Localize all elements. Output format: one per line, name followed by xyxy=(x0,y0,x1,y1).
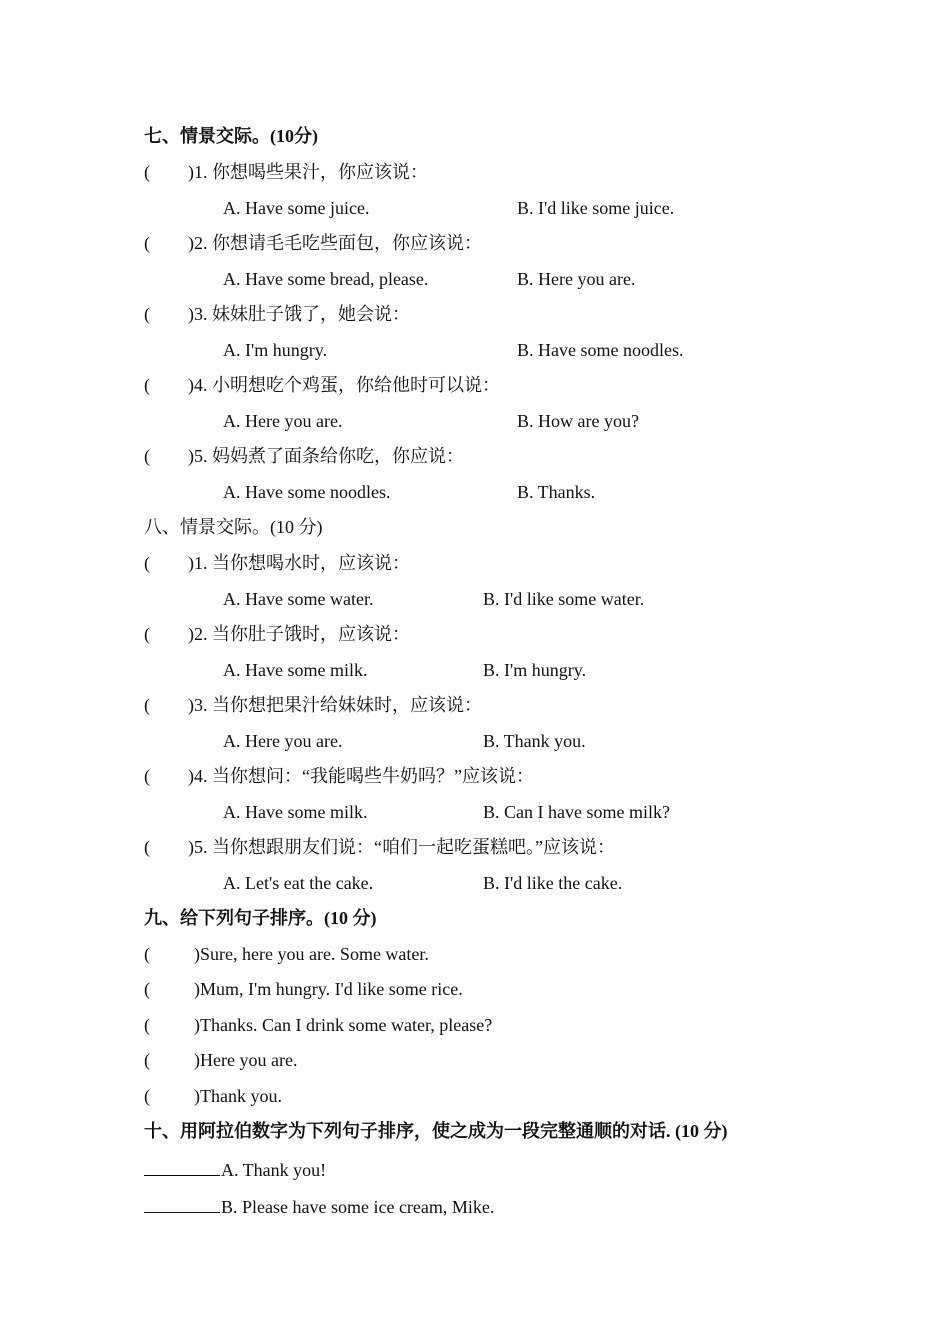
question-text: )5. 妈妈煮了面条给你吃，你应说： xyxy=(188,446,464,466)
section-9-heading: 九、给下列句子排序。(10 分) xyxy=(144,908,377,928)
answer-paren[interactable]: ( xyxy=(144,304,150,324)
s9-sentence-3 xyxy=(144,1013,492,1037)
s9-sentence-4 xyxy=(144,1048,297,1072)
s8-question-1 xyxy=(144,551,410,575)
s8-q3-option-b: B. Thank you. xyxy=(483,731,586,751)
section-8-heading: 八、情景交际。(10 分) xyxy=(144,517,323,537)
s8-q1-option-a: A. Have some water. xyxy=(223,589,374,609)
s7-q3-option-b: B. Have some noodles. xyxy=(517,340,684,360)
s9-sentence-1 xyxy=(144,942,429,966)
s8-q2-option-a: A. Have some milk. xyxy=(223,660,368,680)
question-text: )2. 当你肚子饿时，应该说： xyxy=(188,624,410,644)
answer-paren[interactable]: ( xyxy=(144,1015,150,1035)
s7-question-3 xyxy=(144,302,410,326)
section-10-heading: 十、用阿拉伯数字为下列句子排序，使之成为一段完整通顺的对话. (10 分) xyxy=(144,1121,728,1141)
s7-q3-option-a: A. I'm hungry. xyxy=(223,340,328,360)
s8-question-5 xyxy=(144,835,615,859)
s7-q1-option-b: B. I'd like some juice. xyxy=(517,198,675,218)
s7-q5-option-b: B. Thanks. xyxy=(517,482,596,502)
s8-q4-option-a: A. Have some milk. xyxy=(223,802,368,822)
dialogue-text: B. Please have some ice cream, Mike. xyxy=(221,1197,495,1217)
s8-q3-option-a: A. Here you are. xyxy=(223,731,343,751)
answer-paren[interactable]: ( xyxy=(144,766,150,786)
s10-line-1 xyxy=(144,1157,326,1182)
s7-q4-option-b: B. How are you? xyxy=(517,411,639,431)
sentence-text: )Sure, here you are. Some water. xyxy=(194,944,429,964)
s7-q1-option-a: A. Have some juice. xyxy=(223,198,370,218)
s7-question-5 xyxy=(144,444,464,468)
answer-paren[interactable]: ( xyxy=(144,553,150,573)
s8-q4-option-b: B. Can I have some milk? xyxy=(483,802,670,822)
sentence-text: )Thanks. Can I drink some water, please? xyxy=(194,1015,493,1035)
s8-q5-option-b: B. I'd like the cake. xyxy=(483,873,623,893)
s7-q4-option-a: A. Here you are. xyxy=(223,411,343,431)
s7-q2-option-b: B. Here you are. xyxy=(517,269,636,289)
question-text: )2. 你想请毛毛吃些面包，你应该说： xyxy=(188,233,482,253)
s9-sentence-5 xyxy=(144,1084,282,1108)
s7-question-4 xyxy=(144,373,500,397)
question-text: )3. 妹妹肚子饿了，她会说： xyxy=(188,304,410,324)
answer-paren[interactable]: ( xyxy=(144,695,150,715)
question-text: )4. 小明想吃个鸡蛋，你给他时可以说： xyxy=(188,375,500,395)
s8-q1-option-b: B. I'd like some water. xyxy=(483,589,645,609)
question-text: )4. 当你想问：“我能喝些牛奶吗？”应该说： xyxy=(188,766,534,786)
answer-paren[interactable]: ( xyxy=(144,979,150,999)
s8-question-3 xyxy=(144,693,482,717)
answer-paren[interactable]: ( xyxy=(144,375,150,395)
s8-question-4 xyxy=(144,764,534,788)
answer-paren[interactable]: ( xyxy=(144,837,150,857)
question-text: )5. 当你想跟朋友们说：“咱们一起吃蛋糕吧。”应该说： xyxy=(188,837,615,857)
sentence-text: )Here you are. xyxy=(194,1050,298,1070)
s10-line-2 xyxy=(144,1194,494,1219)
answer-paren[interactable]: ( xyxy=(144,446,150,466)
answer-paren[interactable]: ( xyxy=(144,1086,150,1106)
answer-blank[interactable] xyxy=(144,1157,220,1176)
s7-question-2 xyxy=(144,231,482,255)
answer-paren[interactable]: ( xyxy=(144,233,150,253)
s7-question-1 xyxy=(144,160,428,184)
s7-q5-option-a: A. Have some noodles. xyxy=(223,482,391,502)
s8-q2-option-b: B. I'm hungry. xyxy=(483,660,587,680)
question-text: )1. 你想喝些果汁，你应该说： xyxy=(188,162,428,182)
s8-q5-option-a: A. Let's eat the cake. xyxy=(223,873,374,893)
question-text: )1. 当你想喝水时，应该说： xyxy=(188,553,410,573)
s9-sentence-2 xyxy=(144,977,463,1001)
answer-paren[interactable]: ( xyxy=(144,944,150,964)
answer-paren[interactable]: ( xyxy=(144,624,150,644)
s8-question-2 xyxy=(144,622,410,646)
question-text: )3. 当你想把果汁给妹妹时，应该说： xyxy=(188,695,482,715)
s7-q2-option-a: A. Have some bread, please. xyxy=(223,269,429,289)
answer-paren[interactable]: ( xyxy=(144,162,150,182)
section-7-heading: 七、情景交际。(10分) xyxy=(144,126,318,146)
sentence-text: )Mum, I'm hungry. I'd like some rice. xyxy=(194,979,463,999)
dialogue-text: A. Thank you! xyxy=(221,1160,327,1180)
sentence-text: )Thank you. xyxy=(194,1086,282,1106)
answer-paren[interactable]: ( xyxy=(144,1050,150,1070)
answer-blank[interactable] xyxy=(144,1194,220,1213)
